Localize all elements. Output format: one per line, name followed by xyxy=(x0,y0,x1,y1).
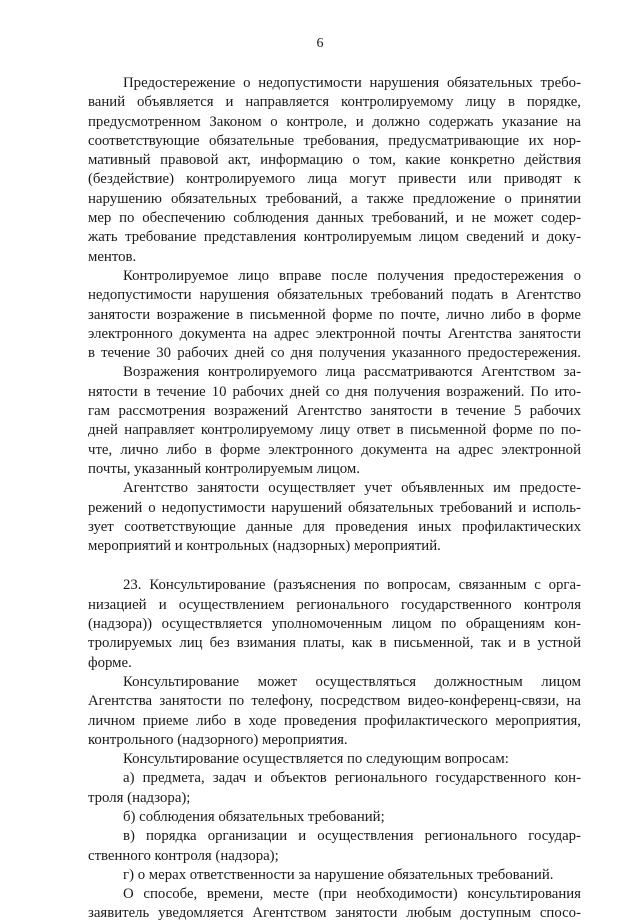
text-line: ственного контроля (надзора); xyxy=(88,847,279,864)
text-line: мер по обеспечению соблюдения данных требований, и не может содер- xyxy=(88,210,581,227)
text-line: низацией и осуществлением регионального государственного контроля xyxy=(88,596,581,613)
text-line: 23. Консультирование (разъяснения по вопросам, связанным с орга- xyxy=(123,577,581,594)
text-line: троля (надзора); xyxy=(88,789,191,806)
text-line: дней направляет контролируемому лицу ответ в письменной форме по по- xyxy=(88,422,581,439)
text-line: в) порядка организации и осуществления регионального государ- xyxy=(123,828,581,845)
text-line: ваний объявляется и направляется контролируемому лицу в порядке, xyxy=(88,94,581,111)
text-line: нарушению обязательных требований, а также предложение о принятии xyxy=(88,190,581,207)
text-line: форме. xyxy=(88,654,132,671)
text-line: недопустимости нарушения обязательных требований подать в Агентство xyxy=(88,287,581,304)
text-line: Контролируемое лицо вправе после получения предостережения о xyxy=(123,267,581,284)
text-line: Возражения контролируемого лица рассматриваются Агентством за- xyxy=(123,364,581,381)
text-line: (бездействие) контролируемого лица могут привести или приводят к xyxy=(88,171,581,188)
text-line: предусмотренном Законом о контроле, и должно содержать указание на xyxy=(88,113,581,130)
text-line: режений о недопустимости нарушений обязательных требований и исполь- xyxy=(88,499,581,516)
text-line: соответствующие обязательные требования, предусматривающие их нор- xyxy=(88,132,581,149)
text-line: мероприятий и контрольных (надзорных) мероприятий. xyxy=(88,538,441,555)
text-line: личном приеме либо в ходе проведения профилактического мероприятия, xyxy=(88,712,581,729)
text-line: контрольного (надзорного) мероприятия. xyxy=(88,731,348,748)
page-number: 6 xyxy=(316,36,324,51)
text-line: занятости возражение в письменной форме по почте, лично либо в форме xyxy=(88,306,581,323)
document-body xyxy=(88,74,581,924)
text-line: Агентства занятости по телефону, посредством видео-конференц-связи, на xyxy=(88,693,581,710)
text-line: зует соответствующие данные для проведения иных профилактических xyxy=(88,518,581,535)
paragraph-gap xyxy=(88,556,581,576)
text-line: нятости в течение 10 рабочих дней со дня получения возражений. По ито- xyxy=(88,383,581,400)
text-line: Предостережение о недопустимости нарушения обязательных требо- xyxy=(123,75,581,91)
text-line: жать требование представления контролируемым лицом сведений и доку- xyxy=(88,229,581,246)
text-line: гам рассмотрения возражений Агентство занятости в течение 5 рабочих xyxy=(88,403,581,420)
text-line: тролируемых лиц без взимания платы, как в письменной, так и в устной xyxy=(88,635,581,652)
text-line: Агентство занятости осуществляет учет объявленных им предосте- xyxy=(123,480,581,497)
text-line: ментов. xyxy=(88,248,137,265)
text-line: О способе, времени, месте (при необходимости) консультирования xyxy=(123,886,581,903)
text-line: б) соблюдения обязательных требований; xyxy=(123,808,385,825)
text-line: (надзора)) осуществляется уполномоченным лицом по обращениям кон- xyxy=(88,616,581,633)
text-line: чте, лично либо в форме электронного документа на адрес электронной xyxy=(88,441,581,458)
text-line: электронного документа на адрес электронной почты Агентства занятости xyxy=(88,325,581,342)
text-line: почты, указанный контролируемым лицом. xyxy=(88,460,360,477)
text-line: г) о мерах ответственности за нарушение обязательных требований. xyxy=(123,866,554,883)
text-line: в течение 30 рабочих дней со дня получения указанного предостережения. xyxy=(88,345,581,362)
text-line: заявитель уведомляется Агентством занятости любым доступным спосо- xyxy=(88,905,581,922)
text-line: а) предмета, задач и объектов регионального государственного кон- xyxy=(123,770,581,787)
text-line: мативный правовой акт, информацию о том, какие конкретно действия xyxy=(88,152,581,169)
text-line: Консультирование может осуществляться должностным лицом xyxy=(123,673,581,690)
text-line: Консультирование осуществляется по следующим вопросам: xyxy=(123,751,509,768)
